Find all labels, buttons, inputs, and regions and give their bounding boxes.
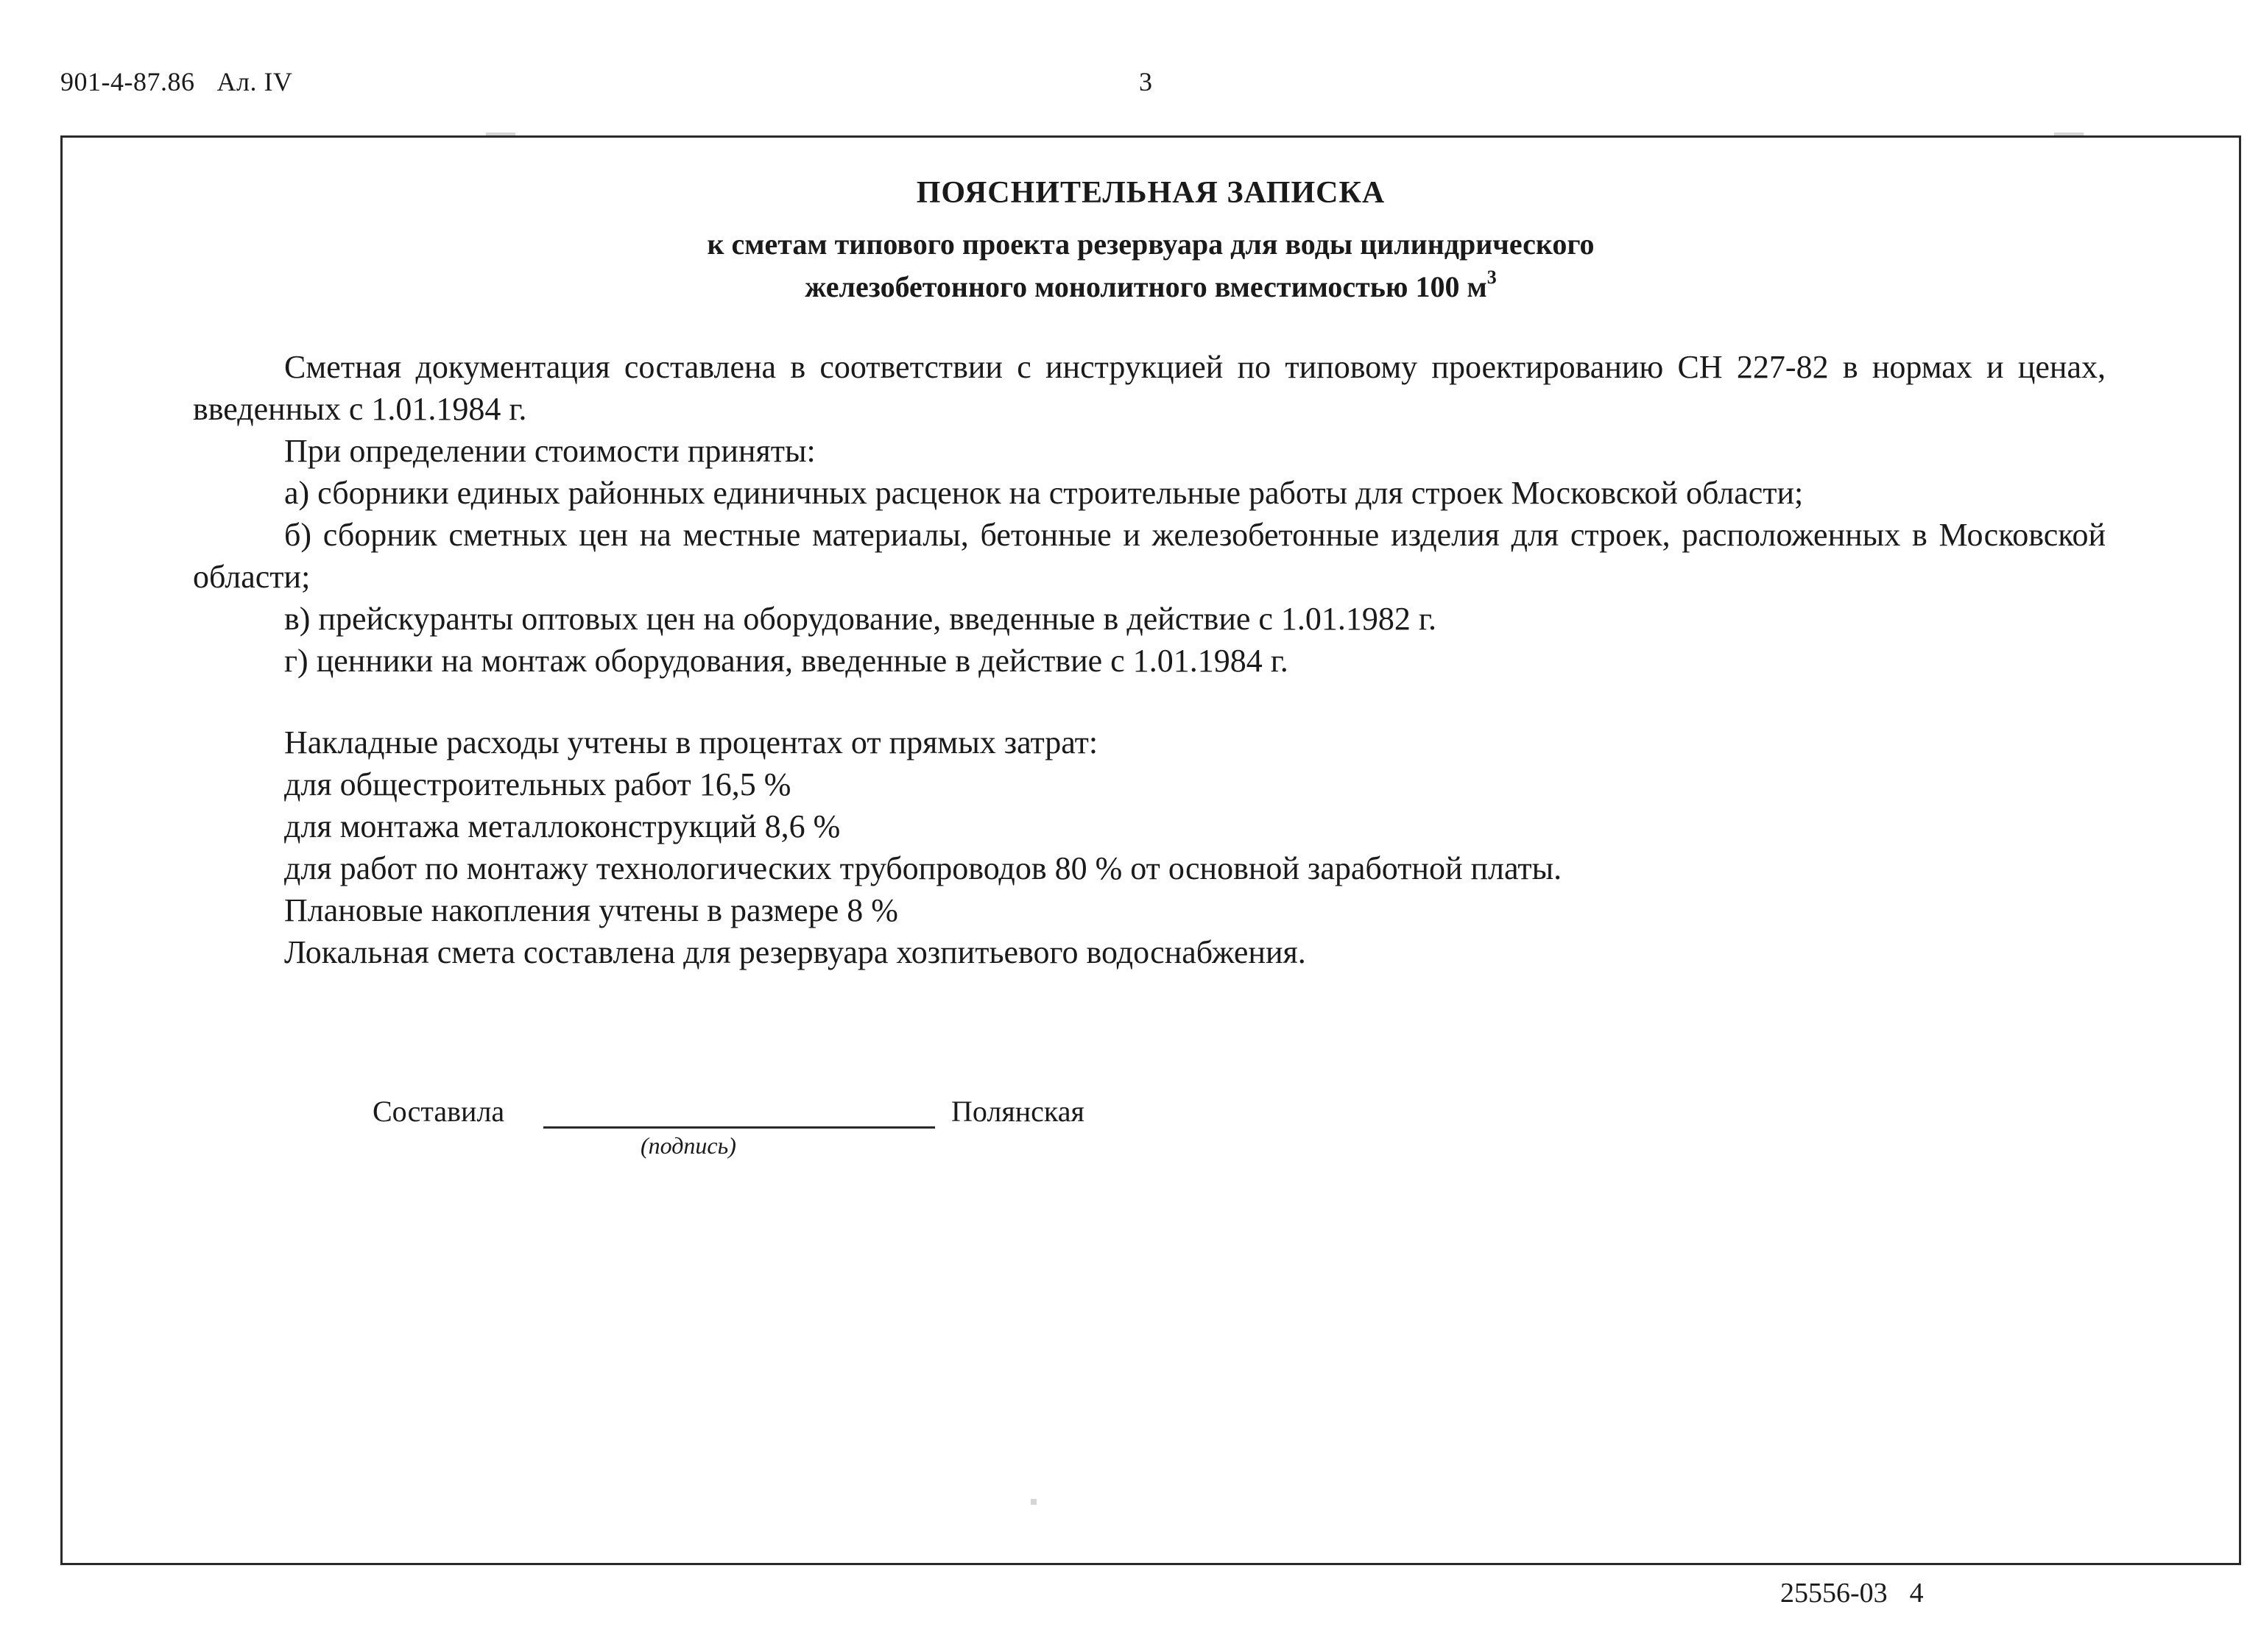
document-title: ПОЯСНИТЕЛЬНАЯ ЗАПИСКА [916, 176, 1386, 210]
paragraph-cost-basis: При определении стоимости приняты: [284, 433, 816, 469]
footer-code [1780, 1577, 1924, 1609]
document-subtitle-line2 [60, 266, 2241, 304]
overheads-intro: Накладные расходы учтены в процентах от прямых затрат: [284, 724, 1098, 760]
list-item-b: б) сборник сметных цен на местные материалы, бетонные и железобетонные изделия для строек, расположенных в Московской области; [193, 517, 2106, 595]
page-number: 3 [1139, 67, 1152, 96]
document-subtitle-line1: к сметам типового проекта резервуара для воды цилиндрического [707, 227, 1595, 261]
superscript-cubic: 3 [1486, 266, 1497, 288]
list-item-a: а) сборники единых районных единичных расценок на строительные работы для строек Московской области; [284, 475, 1804, 511]
paragraph-intro: Сметная документация составлена в соответствии с инструкцией по типовому проектированию СН 227-82 в нормах и ценах, введенных с 1.01.1984 г. [193, 349, 2106, 427]
subtitle-line2-text: железобетонного монолитного вместимостью 100 м [805, 270, 1487, 303]
overheads-pipelines: для работ по монтажу технологических трубопроводов 80 % от основной заработной платы. [284, 850, 1562, 886]
list-item-g: г) ценники на монтаж оборудования, введенные в действие с 1.01.1984 г. [284, 643, 1288, 679]
scan-speck [1031, 1499, 1037, 1505]
planned-savings: Плановые накопления учтены в размере 8 % [284, 892, 898, 928]
signature-line [543, 1126, 935, 1129]
scan-speck [486, 133, 515, 135]
signature-caption: (подпись) [641, 1132, 736, 1159]
signature-row [373, 1094, 1256, 1131]
overheads-general-construction: для общестроительных работ 16,5 % [284, 766, 791, 802]
album-number: Ал. IV [216, 67, 293, 96]
scan-speck [2054, 133, 2084, 135]
local-estimate-note: Локальная смета составлена для резервуара хозпитьевого водоснабжения. [284, 934, 1306, 970]
signature-label: Составила [373, 1095, 505, 1128]
signer-name: Полянская [951, 1095, 1084, 1128]
list-item-v: в) прейскуранты оптовых цен на оборудование, введенные в действие с 1.01.1982 г. [284, 601, 1437, 637]
overheads-metal-structures: для монтажа металлоконструкций 8,6 % [284, 808, 841, 844]
footer-sheet-number: 4 [1909, 1578, 1924, 1609]
project-code: 901-4-87.86 [60, 67, 195, 96]
document-header-code [60, 66, 292, 97]
main-body [193, 346, 2106, 682]
footer-document-code: 25556-03 [1780, 1578, 1888, 1609]
overheads-block [284, 721, 1562, 973]
